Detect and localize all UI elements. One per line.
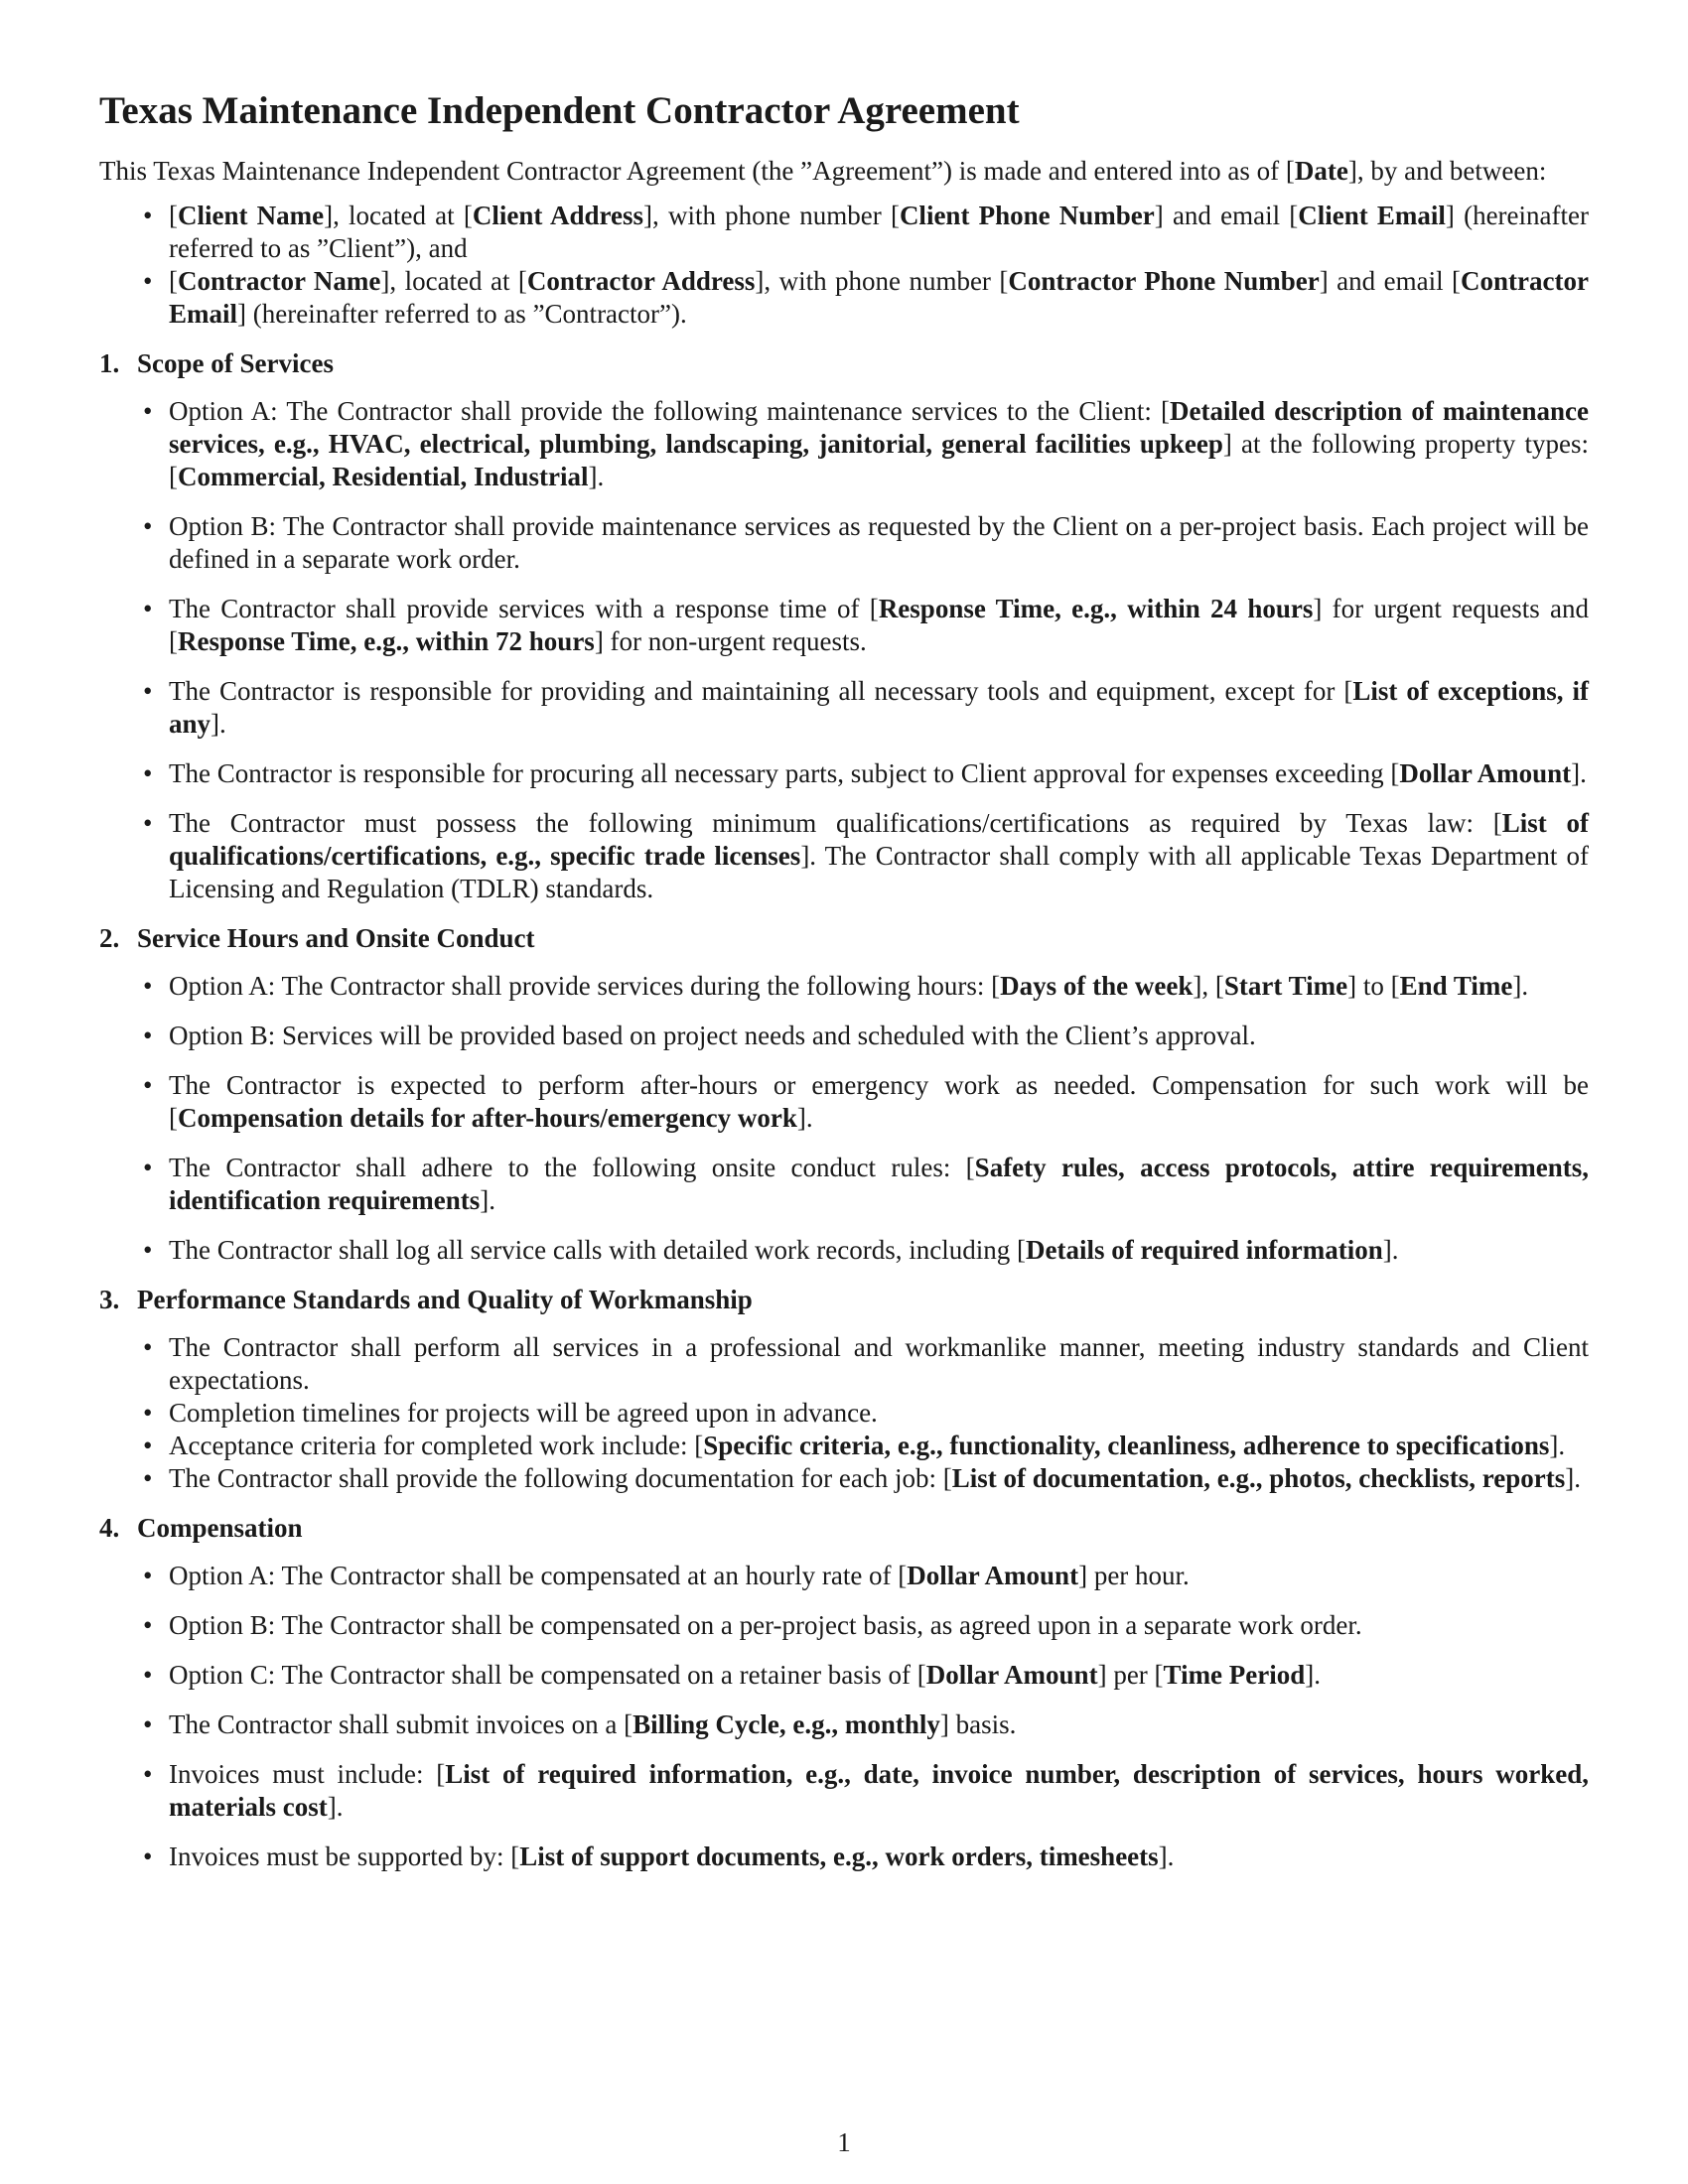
placeholder-client-phone: Client Phone Number bbox=[899, 201, 1155, 230]
list-item: • Invoices must be supported by: [List of support documents, e.g., work orders, timesheets]. bbox=[169, 1841, 1589, 1873]
list-item: • Option A: The Contractor shall provide the following maintenance services to the Client: [Detailed description of maintenance services, e.g., HVAC, electrical, plumbing, landscaping, janitorial, general facilities upkeep] at the following property types: [Commercial, Residential, Industrial]. bbox=[169, 395, 1589, 493]
list-item: • The Contractor shall log all service calls with detailed work records, including [Details of required information]. bbox=[169, 1234, 1589, 1267]
party-client: • [Client Name], located at [Client Address], with phone number [Client Phone Number] and email [Client Email] (hereinafter referred to as ”Client”), and bbox=[169, 200, 1589, 265]
list-item: • Invoices must include: [List of required information, e.g., date, invoice number, description of services, hours worked, materials cost]. bbox=[169, 1758, 1589, 1824]
list-item: • Option C: The Contractor shall be compensated on a retainer basis of [Dollar Amount] per [Time Period]. bbox=[169, 1659, 1589, 1692]
placeholder-client-address: Client Address bbox=[472, 201, 644, 230]
document-title: Texas Maintenance Independent Contractor Agreement bbox=[99, 89, 1020, 132]
placeholder-contractor-email: Contractor Email bbox=[169, 266, 1589, 329]
list-item: • Option A: The Contractor shall provide services during the following hours: [Days of the week], [Start Time] to [End Time]. bbox=[169, 970, 1589, 1003]
placeholder-contractor-phone: Contractor Phone Number bbox=[1008, 266, 1320, 296]
intro-text: ], by and between: bbox=[1347, 156, 1547, 186]
placeholder-contractor-name: Contractor Name bbox=[178, 266, 381, 296]
placeholder-date: Date bbox=[1294, 156, 1348, 186]
party-contractor: • [Contractor Name], located at [Contractor Address], with phone number [Contractor Phone Number] and email [Contractor Email] (hereinafter referred to as ”Contractor”). bbox=[169, 265, 1589, 331]
list-item: • Completion timelines for projects will be agreed upon in advance. bbox=[169, 1397, 1589, 1430]
section-heading: 4. Compensation bbox=[99, 1513, 303, 1543]
list-item: • The Contractor shall perform all services in a professional and workmanlike manner, meeting industry standards and Client expectations. bbox=[169, 1331, 1589, 1397]
page-number: 1 bbox=[837, 2127, 851, 2157]
list-item: • The Contractor is expected to perform after-hours or emergency work as needed. Compensation for such work will be [Compensation details for after-hours/emergency work]. bbox=[169, 1069, 1589, 1135]
section-list bbox=[99, 1331, 1589, 1495]
list-item: • The Contractor must possess the following minimum qualifications/certifications as required by Texas law: [List of qualifications/certifications, e.g., specific trade licenses]. The Contractor shall comply with all applicable Texas Department of Licensing and Regulation (TDLR) standards. bbox=[169, 807, 1589, 905]
list-item: • Option B: The Contractor shall be compensated on a per-project basis, as agreed upon in a separate work order. bbox=[169, 1609, 1589, 1642]
intro-text: This Texas Maintenance Independent Contractor Agreement (the ”Agreement”) is made and entered into as of [ bbox=[99, 156, 1295, 186]
list-item: • The Contractor shall submit invoices on a [Billing Cycle, e.g., monthly] basis. bbox=[169, 1708, 1589, 1741]
section-heading: 1. Scope of Services bbox=[99, 348, 334, 378]
list-item: • The Contractor is responsible for providing and maintaining all necessary tools and equipment, except for [List of exceptions, if any]. bbox=[169, 675, 1589, 741]
placeholder-client-email: Client Email bbox=[1298, 201, 1446, 230]
parties-list bbox=[99, 200, 1589, 331]
list-item: • The Contractor is responsible for procuring all necessary parts, subject to Client approval for expenses exceeding [Dollar Amount]. bbox=[169, 757, 1589, 790]
list-item: • Acceptance criteria for completed work include: [Specific criteria, e.g., functionality, cleanliness, adherence to specifications]. bbox=[169, 1430, 1589, 1462]
section-list bbox=[99, 1560, 1589, 1873]
placeholder-contractor-address: Contractor Address bbox=[526, 266, 756, 296]
section-heading: 2. Service Hours and Onsite Conduct bbox=[99, 923, 535, 953]
list-item: • Option A: The Contractor shall be compensated at an hourly rate of [Dollar Amount] per hour. bbox=[169, 1560, 1589, 1592]
list-item: • The Contractor shall provide services with a response time of [Response Time, e.g., within 24 hours] for urgent requests and [Response Time, e.g., within 72 hours] for non-urgent requests. bbox=[169, 593, 1589, 658]
list-item: • The Contractor shall provide the following documentation for each job: [List of documentation, e.g., photos, checklists, reports]. bbox=[169, 1462, 1589, 1495]
list-item: • Option B: The Contractor shall provide maintenance services as requested by the Client on a per-project basis. Each project will be defined in a separate work order. bbox=[169, 510, 1589, 576]
list-item: • The Contractor shall adhere to the following onsite conduct rules: [Safety rules, access protocols, attire requirements, identification requirements]. bbox=[169, 1152, 1589, 1217]
section-heading: 3. Performance Standards and Quality of Workmanship bbox=[99, 1285, 753, 1314]
document-page bbox=[99, 87, 1589, 1890]
section-list bbox=[99, 970, 1589, 1267]
list-item: • Option B: Services will be provided based on project needs and scheduled with the Client’s approval. bbox=[169, 1020, 1589, 1052]
section-list bbox=[99, 395, 1589, 905]
placeholder-client-name: Client Name bbox=[178, 201, 325, 230]
intro-paragraph bbox=[99, 155, 1589, 188]
